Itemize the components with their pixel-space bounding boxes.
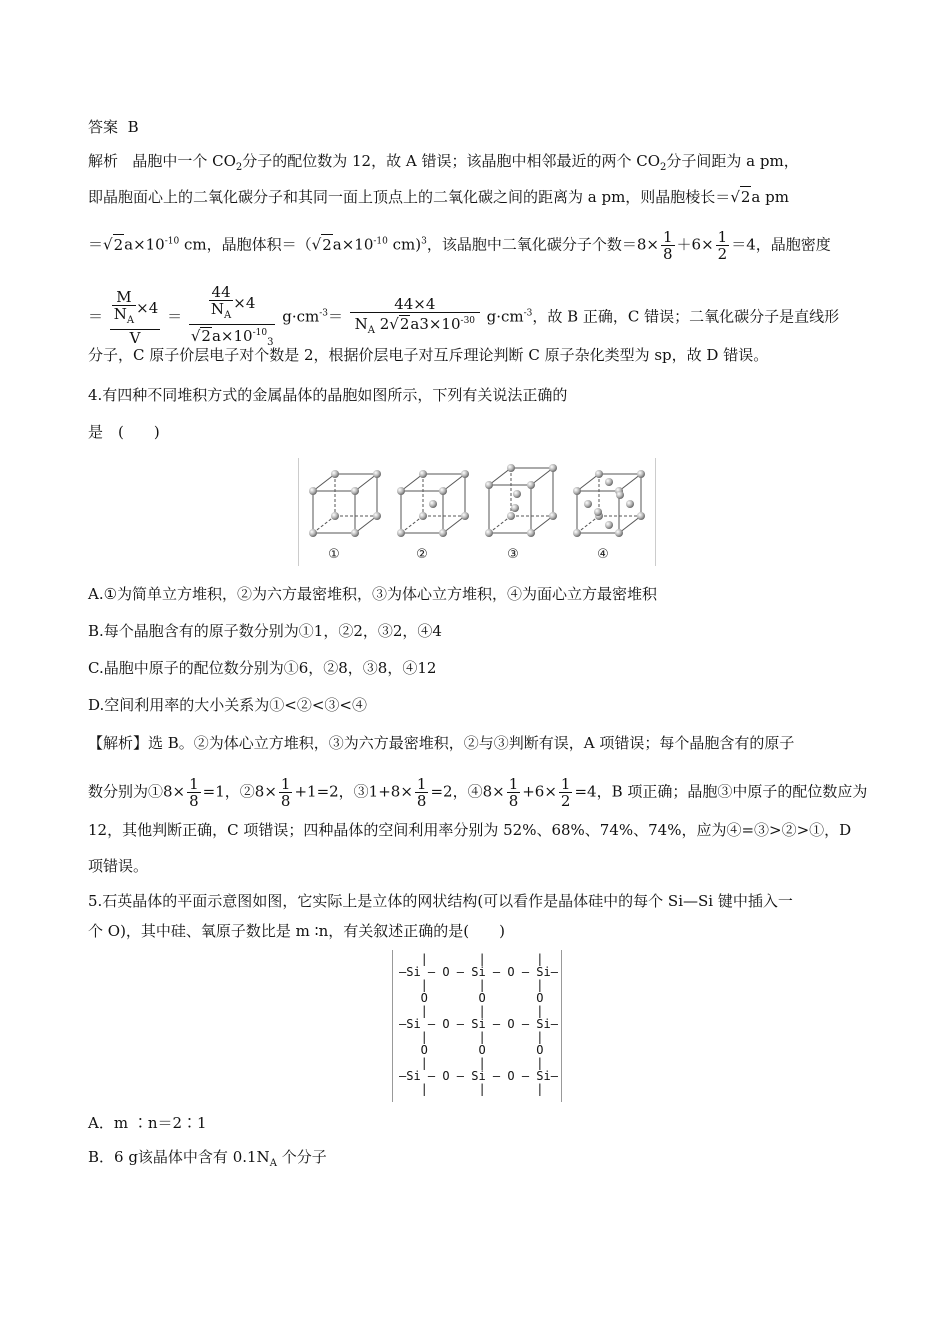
numerator: 1 [560, 775, 571, 793]
analysis-text: ＝4，晶胞密度 [731, 235, 831, 254]
denominator [209, 301, 233, 324]
sqrt-sign: √ [311, 235, 322, 254]
q4-stem-1: 4.有四种不同堆积方式的金属晶体的晶胞如图所示，下列有关说法正确的 [88, 386, 568, 404]
cell-label-1: ① [328, 547, 340, 562]
unit-cell-svg [299, 458, 655, 566]
analysis-text: cm，晶胞体积＝（ [184, 235, 312, 254]
cell-label-4: ④ [597, 547, 609, 562]
numerator: 1 [189, 775, 199, 793]
analysis-text: ，该晶胞中二氧化碳分子个数＝8× [426, 235, 659, 254]
analysis-text: 晶胞中一个 CO [132, 152, 236, 170]
fraction-one-half [716, 229, 730, 262]
numerator: 1 [280, 775, 291, 793]
subscript: 2 [660, 162, 667, 173]
den-text: a3×10 [410, 315, 461, 333]
radicand: 2 [201, 327, 211, 345]
structure-row: | | | [399, 1082, 544, 1096]
analysis-text: ＋6× [676, 235, 714, 254]
superscript: -10 [164, 236, 180, 247]
subscript: 2 [235, 162, 243, 173]
solution-text: 数分别为①8× [88, 782, 186, 801]
superscript: 3 [421, 236, 427, 247]
analysis-text: g·cm [486, 307, 524, 326]
solution-text: =4，B 项正确；晶胞③中原子的配位数应为 [574, 782, 868, 801]
structure-row: O O O [399, 1043, 544, 1057]
sqrt-sign: √ [103, 235, 113, 254]
analysis-text: a×10 [124, 235, 165, 254]
solution-text: =1，②8× [202, 782, 277, 801]
answer-value: B [127, 118, 139, 136]
denominator: 8 [416, 792, 427, 810]
unit-cell-figure [298, 458, 656, 566]
numerator: 1 [416, 775, 427, 793]
analysis-text: 分子间距为 a pm， [666, 152, 799, 170]
q4-stem-2: 是 ( ) [88, 423, 160, 441]
structure-row: | | | [399, 952, 544, 966]
numerator [110, 289, 160, 330]
superscript: -3 [523, 308, 533, 319]
radicand: 2 [113, 235, 124, 254]
analysis-line-2 [88, 186, 789, 207]
option-text: B．6 g该晶体中含有 0.1N [88, 1148, 270, 1166]
structure-row: | | | [399, 978, 544, 992]
denominator: 8 [189, 792, 199, 810]
q4-solution-1: 【解析】选 B。②为体心立方堆积，③为六方最密堆积，②与③判断有误，A 项错误；每个晶胞含有的原子 [88, 734, 795, 752]
times-four: ×4 [136, 299, 159, 317]
den-text: a×10 [211, 327, 253, 345]
subscript: 3 [267, 337, 274, 348]
q4-solution-3: 12，其他判断正确，C 项错误；四种晶体的空间利用率分别为 52%、68%、74%、74%，应为④=③>②>①，D [88, 821, 852, 839]
unit-cell-2 [397, 470, 469, 537]
fraction-one-eighth [187, 776, 201, 809]
fraction-one-half [559, 776, 573, 809]
numerator: 1 [717, 228, 728, 246]
NA-sub: A [224, 310, 232, 321]
analysis-line-3 [88, 229, 831, 262]
NA-N: N [113, 305, 127, 323]
fraction-one-eighth [415, 776, 429, 809]
q5-stem-2: 个 O)，其中硅、氧原子数比是 m ∶n，有关叙述正确的是( ) [88, 922, 505, 940]
superscript: -10 [373, 236, 388, 247]
solution-text: +1=2，③1+8× [294, 782, 413, 801]
sqrt-sign: √ [730, 188, 740, 206]
analysis-text: 即晶胞面心上的二氧化碳分子和其同一面上顶点上的二氧化碳之间的距离为 a pm，则晶胞棱长＝ [88, 188, 731, 206]
radicand: 2 [322, 235, 332, 254]
analysis-text: g·cm [282, 307, 320, 326]
analysis-text: cm) [392, 235, 422, 254]
fraction-M-NA [112, 289, 136, 329]
q4-option-b: B.每个晶胞含有的原子数分别为①1，②2，③2，④4 [88, 622, 442, 640]
NA-sub: A [126, 315, 135, 326]
unit-cell-4 [573, 470, 645, 537]
denominator: 8 [280, 792, 291, 810]
radicand: 2 [740, 188, 751, 206]
structure-row: | | | [399, 1004, 544, 1018]
solution-text: +6× [522, 782, 557, 801]
analysis-text: ＝ [167, 307, 183, 326]
q4-solution-4: 项错误。 [88, 857, 149, 875]
numerator: 1 [663, 228, 673, 246]
sqrt-sign: √ [190, 327, 201, 345]
denominator: 2 [560, 792, 571, 810]
q4-option-c: C.晶胞中原子的配位数分别为①6，②8，③8，④12 [88, 659, 437, 677]
denominator: 8 [508, 792, 519, 810]
analysis-text: ＝ [88, 235, 104, 254]
fraction-one-eighth [279, 776, 293, 809]
structure-row: —Si — O — Si — O — Si— [399, 1069, 558, 1083]
radicand: 2 [399, 315, 410, 333]
q5-option-b [88, 1147, 327, 1174]
superscript: -3 [319, 308, 329, 319]
fraction-one-eighth [661, 229, 675, 262]
numerator: 44×4 [350, 296, 480, 313]
q5-option-a: A．m ∶n＝2∶1 [88, 1114, 207, 1132]
option-text: 个分子 [281, 1148, 327, 1166]
superscript: -10 [252, 328, 268, 338]
q4-option-a: A.①为简单立方堆积，②为六方最密堆积，③为体心立方堆积，④为面心立方最密堆积 [88, 585, 658, 603]
fraction-density-1 [110, 289, 160, 346]
answer-line [88, 117, 139, 137]
denominator: 2 [717, 245, 728, 263]
fraction-one-eighth [507, 776, 521, 809]
times-four: ×4 [233, 294, 256, 312]
fraction-density-2 [189, 284, 276, 351]
cell-label-3: ③ [507, 547, 519, 562]
analysis-line-1 [88, 151, 799, 178]
subscript: A [269, 1158, 277, 1169]
analysis-text: ＝ [88, 307, 104, 326]
analysis-text: a×10 [332, 235, 374, 254]
unit-cell-3 [485, 464, 557, 537]
NA-N: N [354, 315, 368, 333]
q4-option-d: D.空间利用率的大小关系为①<②<③<④ [88, 696, 367, 714]
structure-row: | | | [399, 1030, 544, 1044]
analysis-label: 解析 [88, 152, 119, 170]
unit-cell-1 [309, 470, 381, 537]
q4-solution-2 [88, 776, 867, 809]
NA-N: N [210, 300, 225, 318]
quartz-structure-figure [392, 950, 562, 1102]
cell-label-2: ② [416, 547, 428, 562]
numerator: 44 [209, 284, 233, 301]
structure-row: —Si — O — Si — O — Si— [399, 1017, 558, 1031]
analysis-text: ＝ [328, 307, 344, 326]
structure-row: O O O [399, 991, 544, 1005]
NA-sub: A [367, 325, 375, 336]
analysis-text: ，故 B 正确，C 错误；二氧化碳分子是直线形 [532, 307, 840, 326]
structure-row: | | | [399, 1056, 544, 1070]
fraction-density-3 [350, 296, 480, 339]
numerator: M [112, 289, 136, 306]
denominator [112, 306, 136, 329]
sqrt-sign: √ [389, 315, 399, 333]
structure-row: —Si — O — Si — O — Si— [399, 965, 558, 979]
analysis-line-4 [88, 284, 839, 351]
denominator: V [129, 329, 141, 347]
denominator [350, 313, 480, 339]
answer-label: 答案 [88, 118, 119, 136]
q5-stem-1: 5.石英晶体的平面示意图如图，它实际上是立体的网状结构(可以看作是晶体硅中的每个 Si—Si 键中插入一 [88, 892, 793, 910]
denominator: 8 [663, 245, 673, 263]
analysis-line-5: 分子，C 原子价层电子对个数是 2，根据价层电子对互斥理论判断 C 原子杂化类型为 sp，故 D 错误。 [88, 346, 769, 364]
analysis-text: 分子的配位数为 12，故 A 错误；该晶胞中相邻最近的两个 CO [242, 152, 661, 170]
solution-text: =2，④8× [430, 782, 505, 801]
coef: 2 [379, 315, 390, 333]
analysis-text: a pm [751, 188, 789, 206]
numerator [189, 284, 276, 325]
numerator: 1 [508, 775, 519, 793]
superscript: -30 [460, 316, 476, 326]
fraction-44-NA [209, 284, 233, 324]
